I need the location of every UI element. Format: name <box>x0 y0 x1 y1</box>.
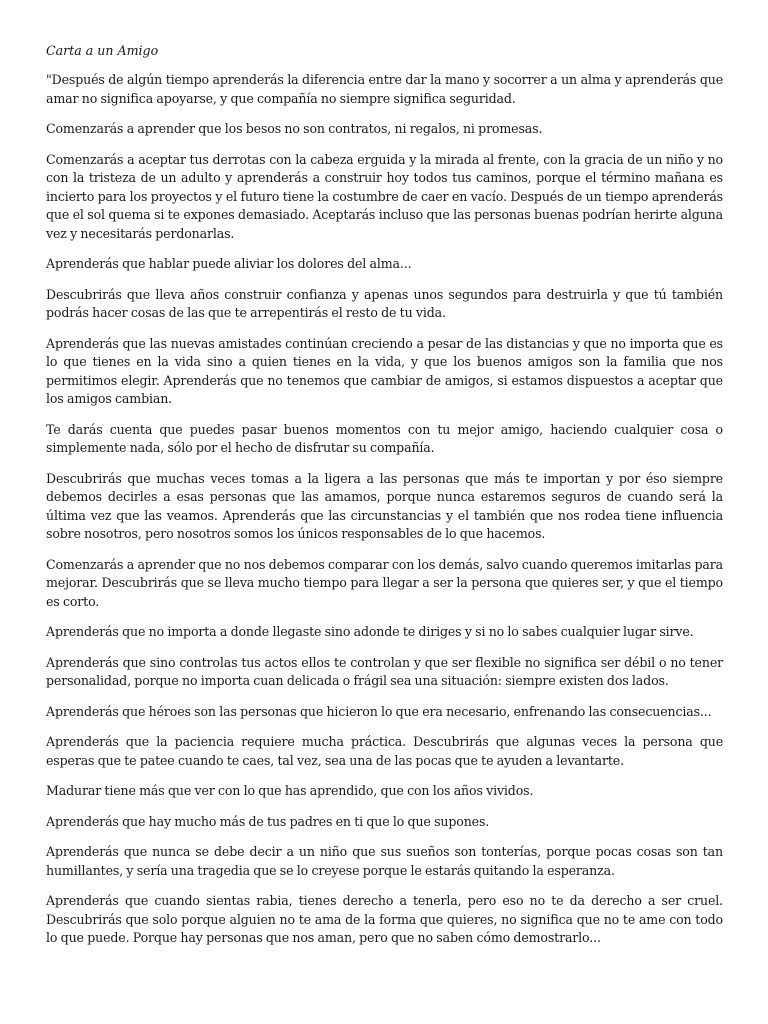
paragraph: Comenzarás a aprender que no nos debemos comparar con los demás, salvo cuando queremos imitarlas para mejorar. Descubrirás que se lleva mucho tiempo para llegar a ser la persona que quieres ser, y que el tiempo es corto. <box>46 556 723 609</box>
paragraph: "Después de algún tiempo aprenderás la diferencia entre dar la mano y socorrer a un alma y aprenderás que amar no significa apoyarse, y que compañía no siempre significa seguridad. <box>46 72 723 106</box>
paragraph: Aprenderás que héroes son las personas que hicieron lo que era necesario, enfrenando las consecuencias... <box>46 703 712 719</box>
document-title: Carta a un Amigo <box>46 43 159 58</box>
paragraph: Aprenderás que sino controlas tus actos ellos te controlan y que ser flexible no significa ser débil o no tener personalidad, porque no importa cuan delicada o frágil sea una situación: siempre existen dos lados. <box>46 654 723 688</box>
paragraph: Aprenderás que las nuevas amistades continúan creciendo a pesar de las distancias y que no importa que es lo que tienes en la vida sino a quien tienes en la vida, y que los buenos amigos son la familia que nos permitimos elegir. Aprenderás que no tenemos que cambiar de amigos, si estamos dispuestos a aceptar que los amigos cambian. <box>46 335 723 406</box>
paragraph: Descubrirás que muchas veces tomas a la ligera a las personas que más te importan y por éso siempre debemos decirles a esas personas que las amamos, porque nunca estaremos seguros de cuando será la última vez que las veamos. Aprenderás que las circunstancias y el también que nos rodea tiene influencia sobre nosotros, pero nosotros somos los únicos responsables de lo que hacemos. <box>46 470 723 541</box>
paragraph: Aprenderás que hablar puede aliviar los dolores del alma... <box>46 256 412 271</box>
paragraph: Aprenderás que la paciencia requiere mucha práctica. Descubrirás que algunas veces la persona que esperas que te patee cuando te caes, tal vez, sea una de las pocas que te ayuden a levantarte. <box>46 734 723 768</box>
paragraph: Comenzarás a aprender que los besos no son contratos, ni regalos, ni promesas. <box>46 121 543 136</box>
paragraph: Madurar tiene más que ver con lo que has aprendido, que con los años vividos. <box>46 783 534 798</box>
paragraph: Descubrirás que lleva años construir confianza y apenas unos segundos para destruirla y que tú también podrás hacer cosas de las que te arrepentirás el resto de tu vida. <box>46 286 723 320</box>
paragraph: Aprenderás que no importa a donde llegaste sino adonde te diriges y si no lo sabes cualquier lugar sirve. <box>46 624 694 639</box>
paragraph: Comenzarás a aceptar tus derrotas con la cabeza erguida y la mirada al frente, con la gracia de un niño y no con la tristeza de un adulto y aprenderás a construir hoy todos tus caminos, porque el término mañana es incierto para los proyectos y el futuro tiene la costumbre de caer en vacío. Después de un tiempo aprenderás que el sol quema si te expones demasiado. Aceptarás incluso que las personas buenas podrían herirte alguna vez y necesitarás perdonarlas. <box>46 151 723 241</box>
paragraph: Aprenderás que cuando sientas rabia, tienes derecho a tenerla, pero eso no te da derecho a ser cruel. Descubrirás que solo porque alguien no te ama de la forma que quieres, no significa que no te ame con todo lo que puede. Porque hay personas que nos aman, pero que no saben cómo demostrarlo... <box>46 893 723 945</box>
paragraph: Aprenderás que hay mucho más de tus padres en ti que lo que supones. <box>46 813 490 829</box>
paragraph: Aprenderás que nunca se debe decir a un niño que sus sueños son tonterías, porque pocas cosas son tan humillantes, y sería una tragedia que se lo creyese porque le estarás quitando la esperanza. <box>46 844 723 878</box>
paragraph: Te darás cuenta que puedes pasar buenos momentos con tu mejor amigo, haciendo cualquier cosa o simplemente nada, sólo por el hecho de disfrutar su compañía. <box>46 421 723 455</box>
